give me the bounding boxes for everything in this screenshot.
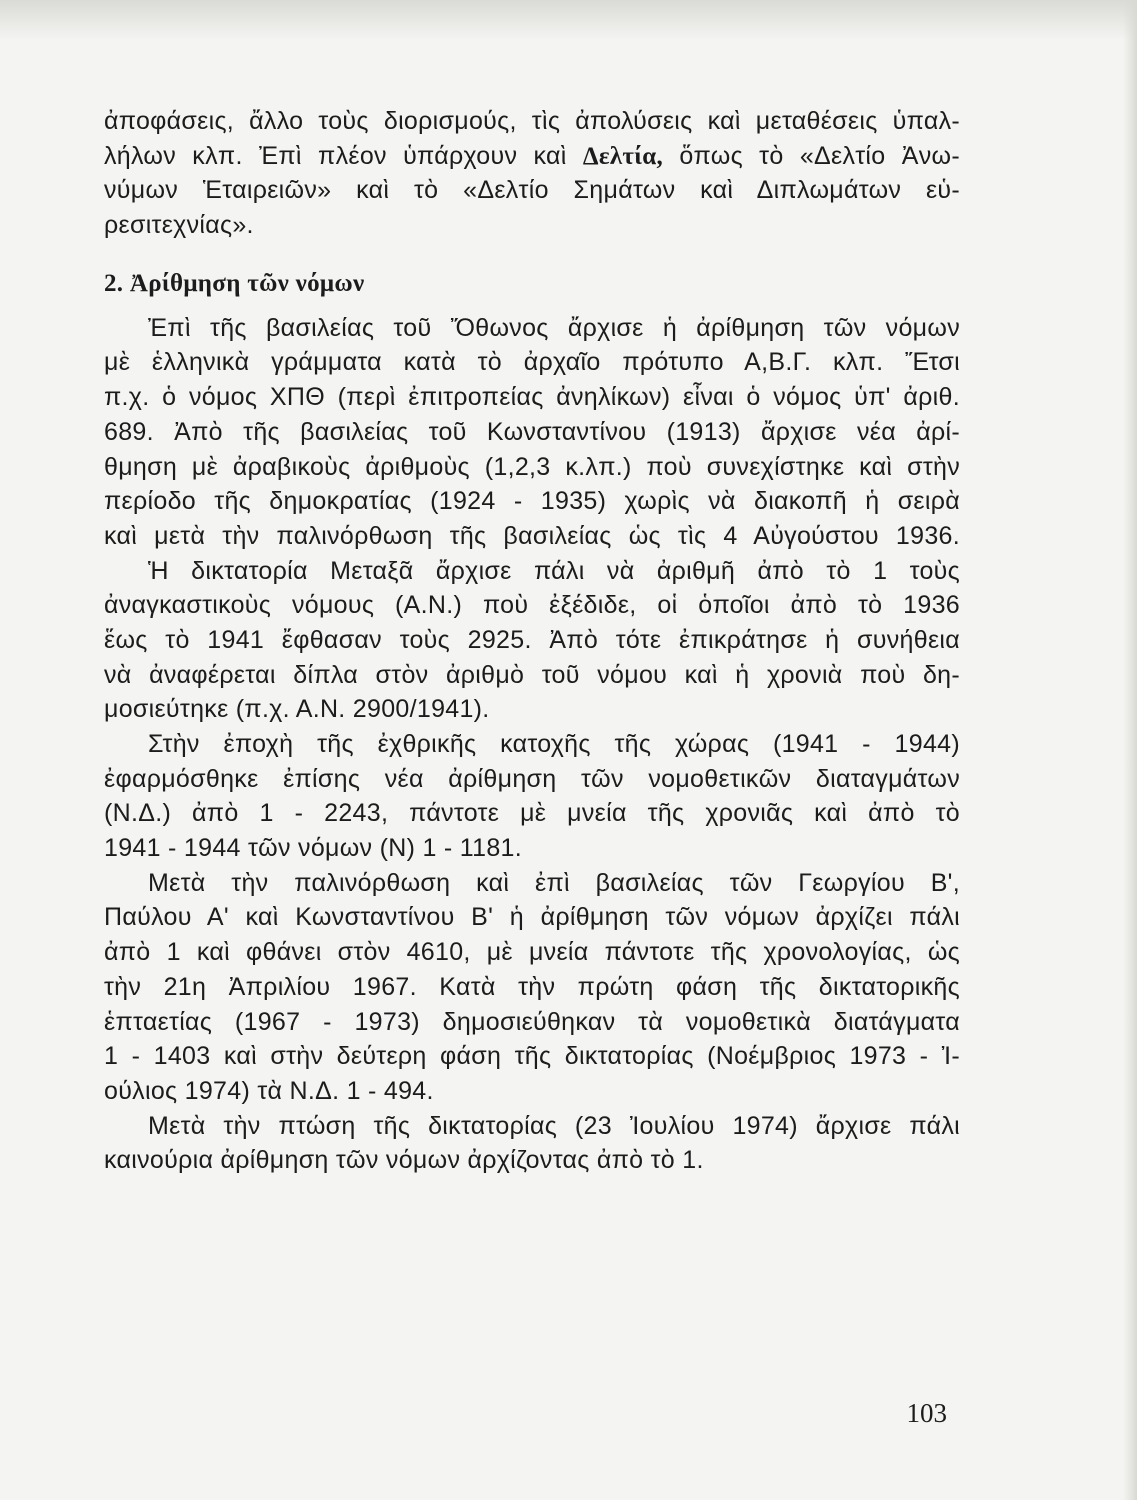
paragraph [104,866,960,1109]
bold-term: Δελτία, [582,142,664,170]
text-line: νὰ ἀναφέρεται δίπλα στὸν ἀριθμὸ τοῦ νόμου καὶ ἡ χρονιὰ ποὺ δη- [104,660,960,689]
page-number: 103 [906,1398,947,1428]
text-segment: ὅπως τὸ «Δελτίο Ἀνω- [663,141,960,170]
paragraph [104,727,960,866]
text-segment: λήλων κλπ. Ἐπὶ πλέον ὑπάρχουν καὶ [104,141,583,170]
text-line: Ἡ δικτατορία Μεταξᾶ ἄρχισε πάλι νὰ ἀριθμῆ ἀπὸ τὸ 1 τοὺς [148,556,960,585]
section-heading: 2. Ἀρίθμηση τῶν νόμων [104,269,365,297]
text-line: Μετὰ τὴν πτώση τῆς δικτατορίας (23 Ἰουλίου 1974) ἄρχισε πάλι [148,1111,960,1140]
text-line: π.χ. ὁ νόμος ΧΠΘ (περὶ ἐπιτροπείας ἀνηλίκων) εἶναι ὁ νόμος ὑπ' ἀριθ. [104,383,960,412]
paragraph [104,554,960,727]
paragraph [104,1109,960,1178]
text-line: ρεσιτεχνίας». [104,211,254,240]
paragraph-continuation [104,104,960,243]
text-line: νύμων Ἑταιρειῶν» καὶ τὸ «Δελτίο Σημάτων καὶ Διπλωμάτων εὑ- [104,176,960,205]
text-line: καινούρια ἀρίθμηση τῶν νόμων ἀρχίζοντας ἀπὸ τὸ 1. [104,1146,704,1175]
text-line: 1941 - 1944 τῶν νόμων (Ν) 1 - 1181. [104,834,522,863]
text-line: καὶ μετὰ τὴν παλινόρθωση τῆς βασιλείας ὡς τὶς 4 Αὐγούστου 1936. [104,521,960,550]
text-line: 1 - 1403 καὶ στὴν δεύτερη φάση τῆς δικτατορίας (Νοέμβριος 1973 - Ἰ- [104,1042,960,1071]
page-top-shadow [0,0,1137,40]
text-line: ούλιος 1974) τὰ Ν.Δ. 1 - 494. [104,1076,434,1105]
text-line: ἀναγκαστικοὺς νόμους (Α.Ν.) ποὺ ἐξέδιδε, οἱ ὁποῖοι ἀπὸ τὸ 1936 [104,591,960,620]
page-right-edge [1123,0,1137,1500]
text-line: Παύλου Α' καὶ Κωνσταντίνου Β' ἡ ἀρίθμηση τῶν νόμων ἀρχίζει πάλι [104,903,960,932]
text-line: ἀποφάσεις, ἄλλο τοὺς διορισμούς, τὶς ἀπολύσεις καὶ μεταθέσεις ὑπαλ- [104,107,960,135]
text-line: 689. Ἀπὸ τῆς βασιλείας τοῦ Κωνσταντίνου (1913) ἄρχισε νέα ἀρί- [104,417,960,446]
text-line: (Ν.Δ.) ἀπὸ 1 - 2243, πάντοτε μὲ μνεία τῆς χρονιᾶς καὶ ἀπὸ τὸ [104,799,960,828]
text-line: ἐφαρμόσθηκε ἐπίσης νέα ἀρίθμηση τῶν νομοθετικῶν διαταγμάτων [104,764,960,793]
text-line: μὲ ἑλληνικὰ γράμματα κατὰ τὸ ἀρχαῖο πρότυπο Α,Β.Γ. κλπ. Ἔτσι [104,348,960,377]
text-line: ἕως τὸ 1941 ἔφθασαν τοὺς 2925. Ἀπὸ τότε ἐπικράτησε ἡ συνήθεια [104,625,960,654]
text-line: ἀπὸ 1 καὶ φθάνει στὸν 4610, μὲ μνεία πάντοτε τῆς χρονολογίας, ὡς [104,938,960,967]
text-line: Μετὰ τὴν παλινόρθωση καὶ ἐπὶ βασιλείας τῶν Γεωργίου Β', [148,868,960,897]
text-line: μοσιεύτηκε (π.χ. Α.Ν. 2900/1941). [104,695,490,724]
text-line: Ἐπὶ τῆς βασιλείας τοῦ Ὄθωνος ἄρχισε ἡ ἀρίθμηση τῶν νόμων [148,313,960,342]
text-line [104,139,960,174]
text-line: τὴν 21η Ἀπριλίου 1967. Κατὰ τὴν πρώτη φάση τῆς δικτατορικῆς [104,972,960,1001]
paragraph [104,311,960,554]
text-line: θμηση μὲ ἀραβικοὺς ἀριθμοὺς (1,2,3 κ.λπ.) ποὺ συνεχίστηκε καὶ στὴν [104,452,960,481]
text-line: περίοδο τῆς δημοκρατίας (1924 - 1935) χωρὶς νὰ διακοπῆ ἡ σειρὰ [104,487,960,516]
page-body [104,104,960,1178]
text-line: ἑπταετίας (1967 - 1973) δημοσιεύθηκαν τὰ νομοθετικὰ διατάγματα [104,1007,960,1036]
text-line: Στὴν ἐποχὴ τῆς ἐχθρικῆς κατοχῆς τῆς χώρας (1941 - 1944) [148,730,960,758]
